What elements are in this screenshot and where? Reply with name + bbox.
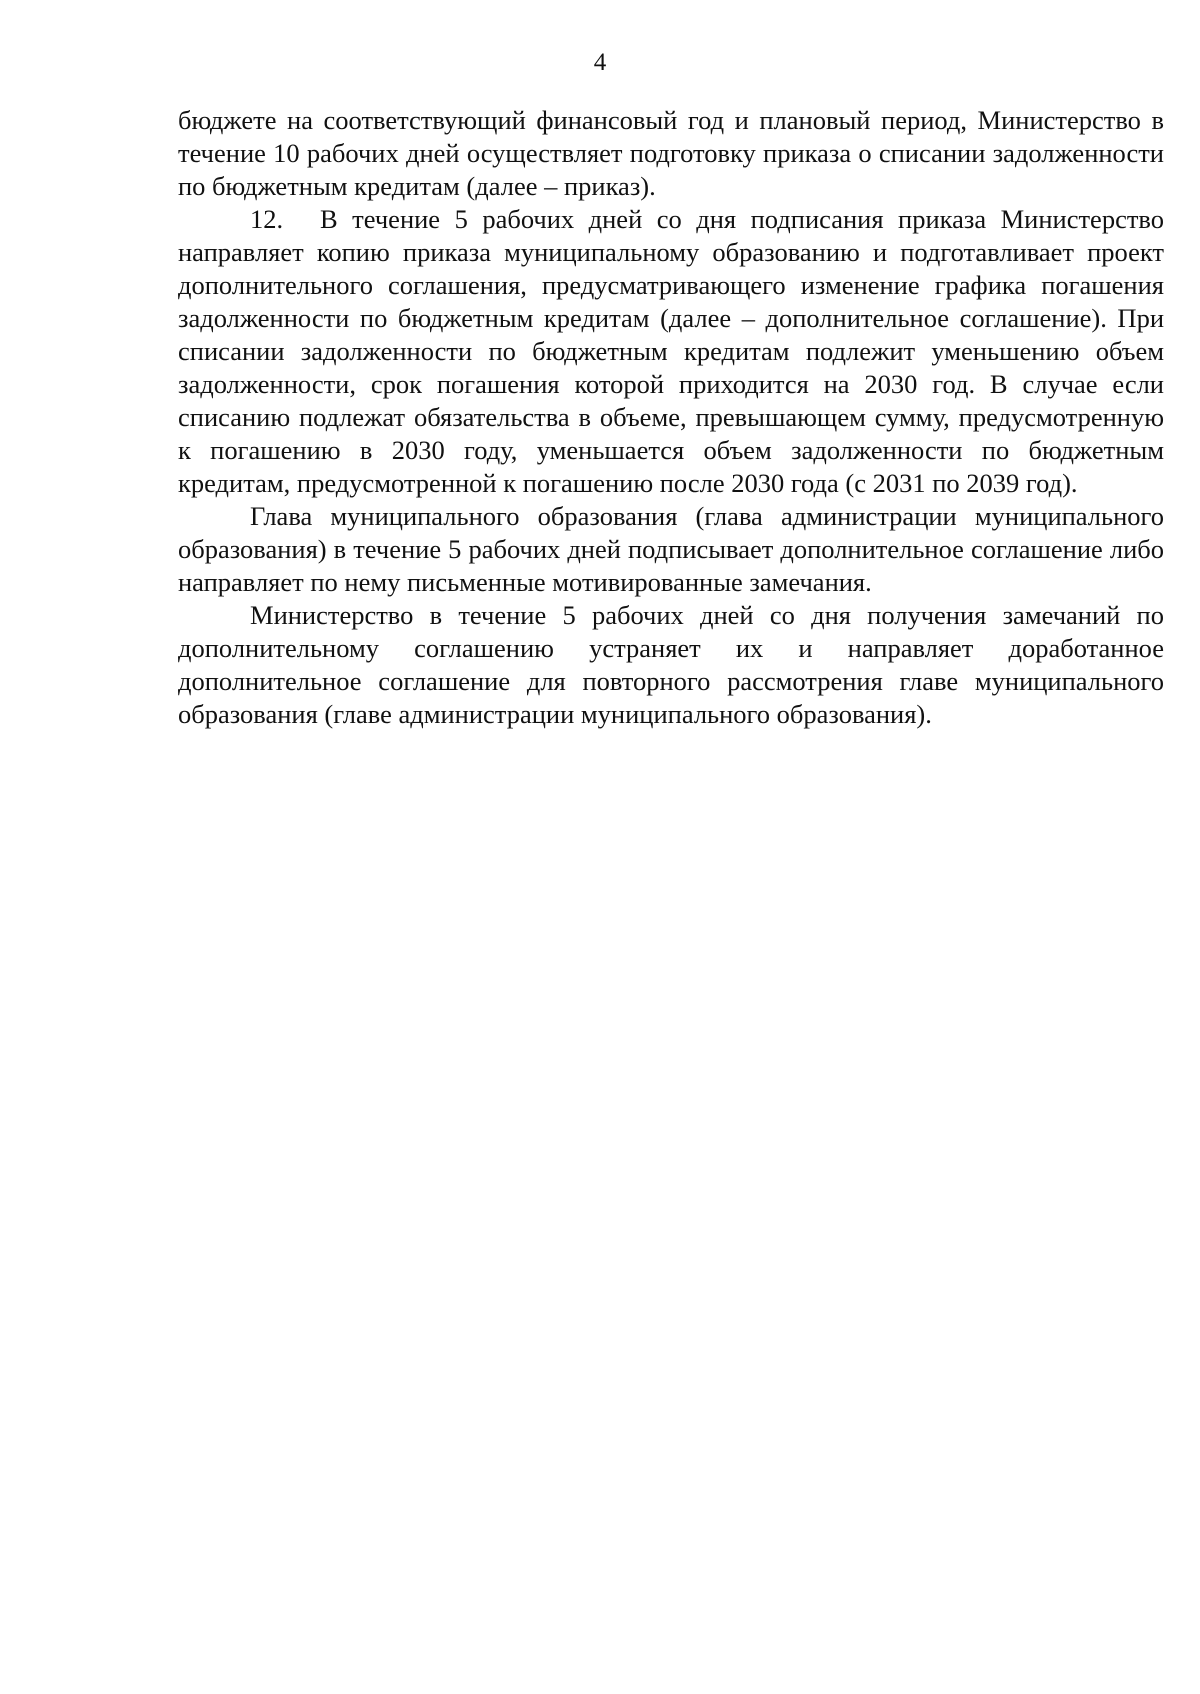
paragraph-12-text: В течение 5 рабочих дней со дня подписания приказа Министерство направляет копию приказа муниципальному образованию и подготавливает проект дополнительного соглашения, предусматривающего изменение графика погашения задолженности по бюджетным кредитам (далее – дополнительное соглашение). При списании задолженности по бюджетным кредитам подлежит уменьшению объем задолженности, срок погашения которой приходится на 2030 год. В случае если списанию подлежат обязательства в объеме, превышающем сумму, предусмотренную к погашению в 2030 году, уменьшается объем задолженности по бюджетным кредитам, предусмотренной к погашению после 2030 года (с 2031 по 2039 год). bbox=[178, 204, 1164, 498]
paragraph-ministry-remarks: Министерство в течение 5 рабочих дней со дня получения замечаний по дополнительному соглашению устраняет их и направляет доработанное дополнительное соглашение для повторного рассмотрения главе муниципального образования (главе администрации муниципального образования). bbox=[178, 600, 1164, 729]
document-body bbox=[178, 104, 1164, 731]
page-number: 4 bbox=[593, 49, 607, 76]
paragraph-continuation: бюджете на соответствующий финансовый год и плановый период, Министерство в течение 10 рабочих дней осуществляет подготовку приказа о списании задолженности по бюджетным кредитам (далее – приказ). bbox=[178, 105, 1164, 201]
paragraph-12 bbox=[178, 203, 1164, 500]
paragraph-head-signature: Глава муниципального образования (глава администрации муниципального образования) в течение 5 рабочих дней подписывает дополнительное соглашение либо направляет по нему письменные мотивированные замечания. bbox=[178, 501, 1164, 597]
paragraph-number: 12. bbox=[250, 204, 284, 234]
